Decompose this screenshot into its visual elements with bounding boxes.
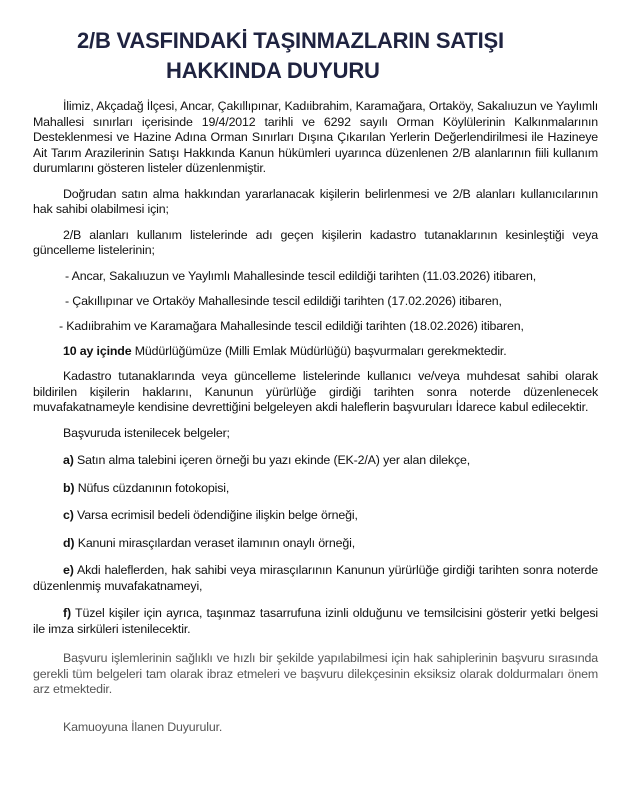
date-item-ancar: - Ancar, Sakalıuzun ve Yaylımlı Mahallesinde tescil edildiği tarihten (11.03.2026) itibaren,: [65, 268, 537, 283]
item-label: e): [63, 563, 74, 577]
item-text: Kanuni mirasçılardan veraset ilamının onaylı örneği,: [74, 535, 356, 550]
item-text: Satın alma talebini içeren örneği bu yazı ekinde (EK-2/A) yer alan dilekçe,: [73, 453, 471, 467]
document-item-a: [33, 453, 598, 469]
item-label: f): [63, 606, 71, 620]
deadline-bold: 10 ay içinde: [63, 343, 132, 358]
successors-paragraph: Kadastro tutanaklarında veya güncelleme listelerinde kullanıcı ve/veya muhdesat sahibi olarak bildirilen kişilerin haklarını, Kanunun yürürlüğe girdiği tarihten sonra noterde düzenlenecek muvafakatnameyle kendisine devrettiğini belgeleyen akdi haleflerin başvuruları İdarece kabul edilecektir.: [33, 369, 598, 414]
document-item-e: [33, 563, 598, 594]
document-item-c: [33, 508, 598, 524]
title-line-2: HAKKINDA DUYURU: [166, 58, 380, 83]
document-item-d: [33, 536, 598, 552]
lists-paragraph: 2/B alanları kullanım listelerinde adı geçen kişilerin kadastro tutanaklarının kesinleştiği veya güncelleme listelerinin;: [33, 227, 598, 257]
item-text: Varsa ecrimisil bedeli ödendiğine ilişkin belge örneği,: [73, 508, 358, 522]
item-text: Tüzel kişiler için ayrıca, taşınmaz tasarrufuna izinli olduğunu ve temsilcisini gösterir yetki belgesi ile imza sirküleri istenilecektir.: [33, 606, 598, 636]
intro-paragraph: İlimiz, Akçadağ İlçesi, Ancar, Çakıllıpınar, Kadıibrahim, Karamağara, Ortaköy, Sakalıuzun ve Yaylımlı Mahallesi sınırları içerisinde 19/4/2012 tarihli ve 6292 sayılı Orman Köylülerinin Kalkınmalarının Desteklenmesi ve Hazine Adına Orman Sınırları Dışına Çıkarılan Yerlerin Değerlendirilmesi ile Hazineye Ait Tarım Arazilerinin Satışı Hakkında Kanun hükümleri uyarınca düzenlenen 2/B alanlarının fiili kullanım durumlarını gösteren listeler düzenlenmiştir.: [33, 99, 598, 175]
eligibility-paragraph: Doğrudan satın alma hakkından yararlanacak kişilerin belirlenmesi ve 2/B alanları kullanıcılarının hak sahibi olabilmesi için;: [33, 186, 598, 216]
announcement-body: [33, 99, 598, 745]
sign-off: Kamuoyuna İlanen Duyurulur.: [63, 719, 223, 734]
deadline-paragraph: [33, 344, 598, 360]
title-line-1: 2/B VASFINDAKİ TAŞINMAZLARIN SATIŞI: [77, 28, 504, 53]
item-label: d): [63, 535, 75, 550]
item-label: b): [63, 480, 75, 495]
date-item-cakillipinar: - Çakıllıpınar ve Ortaköy Mahallesinde tescil edildiği tarihten (17.02.2026) itibaren,: [65, 293, 502, 308]
item-text: Nüfus cüzdanının fotokopisi,: [74, 480, 230, 495]
closing-note: Başvuru işlemlerinin sağlıklı ve hızlı bir şekilde yapılabilmesi için hak sahiplerinin başvuru sırasında gerekli tüm belgeleri tam olarak ibraz etmeleri ve başvuru dilekçesinin eksiksiz olarak doldurmaları önem arz etmektedir.: [33, 651, 598, 696]
item-text: Akdi haleflerden, hak sahibi veya mirasçılarının Kanunun yürürlüğe girdiği tarihten sonra noterde düzenlenmiş muvafakatnameyi,: [33, 563, 598, 593]
document-item-b: [33, 481, 598, 497]
item-label: c): [63, 508, 74, 522]
documents-heading: Başvuruda istenilecek belgeler;: [63, 425, 230, 440]
deadline-text: Müdürlüğümüze (Milli Emlak Müdürlüğü) başvurmaları gerekmektedir.: [131, 343, 507, 358]
date-item-kadiibrahim: - Kadıibrahim ve Karamağara Mahallesinde tescil edildiği tarihten (18.02.2026) itibaren,: [59, 318, 524, 333]
item-label: a): [63, 453, 74, 467]
document-item-f: [33, 606, 598, 637]
